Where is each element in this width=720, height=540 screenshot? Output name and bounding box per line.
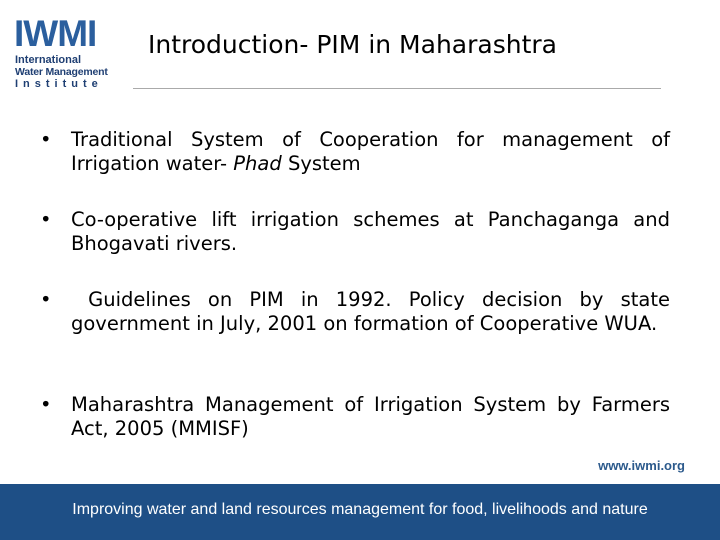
website-url[interactable]: www.iwmi.org	[598, 458, 685, 473]
logo-line-water-management: Water Management	[15, 66, 108, 78]
bullet-text: Co-operative lift irrigation schemes at Panchaganga and Bhogavati rivers.	[71, 208, 670, 255]
bullet-item	[40, 393, 670, 441]
bullet-text-italic: Phad	[233, 152, 282, 175]
slide-title: Introduction- PIM in Maharashtra	[148, 30, 557, 59]
footer-tagline: Improving water and land resources management for food, livelihoods and nature	[72, 501, 648, 518]
logo-acronym: IWMI	[14, 13, 97, 54]
iwmi-logo	[14, 14, 118, 90]
bullet-text-part: System	[281, 152, 361, 175]
title-divider	[133, 88, 661, 89]
bullet-text: Maharashtra Management of Irrigation System by Farmers Act, 2005 (MMISF)	[71, 393, 670, 440]
bullet-marker: •	[40, 128, 52, 151]
bullet-item	[40, 288, 677, 336]
bullet-marker: •	[40, 393, 52, 416]
bullet-text	[71, 128, 670, 176]
bullet-item	[40, 128, 670, 176]
logo-line-international: International	[15, 54, 82, 66]
logo-line-institute: Institute	[15, 78, 103, 90]
bullet-item	[40, 208, 670, 256]
bullet-marker: •	[40, 288, 52, 311]
footer-banner	[0, 484, 720, 540]
bullet-text-part: Traditional System of Cooperation for management of Irrigation water-	[71, 128, 670, 175]
bullet-text: Guidelines on PIM in 1992. Policy decision by state government in July, 2001 on formation of Cooperative WUA.	[71, 288, 677, 335]
bullet-marker: •	[40, 208, 52, 231]
